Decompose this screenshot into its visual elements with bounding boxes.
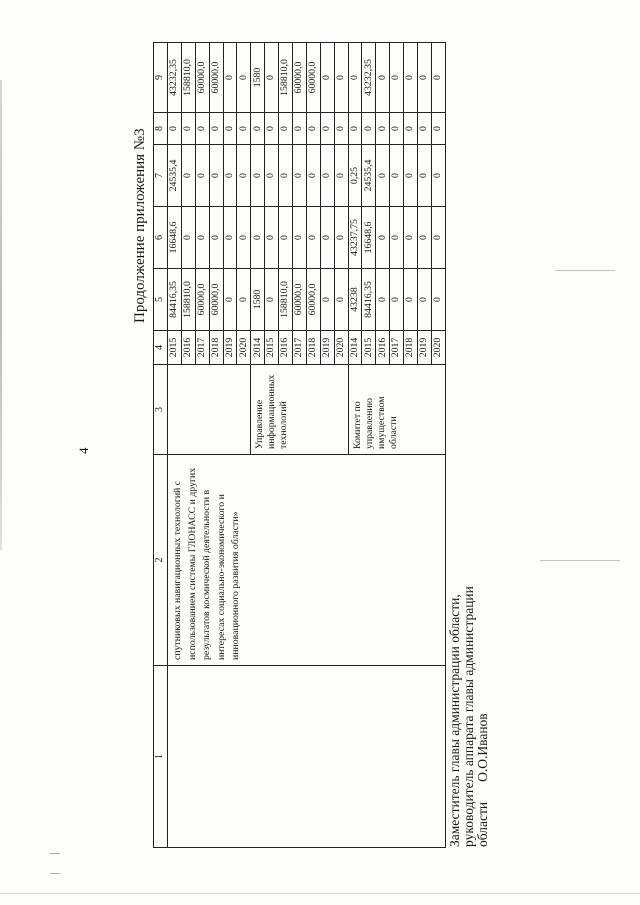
cell-extra: 60000,0 [209,43,223,113]
cell-federal: 0 [195,207,209,269]
cell-local: 0 [390,113,404,145]
cell-extra: 0 [334,43,348,113]
cell-extra: 0 [348,43,362,113]
cell-year: 2015 [168,331,182,365]
cell-regional: 0 [431,145,445,207]
cell-total: 84416,35 [362,269,376,331]
column-number: 1 [154,666,168,848]
cell-year: 2018 [306,331,320,365]
column-number: 7 [154,145,168,207]
cell-regional: 0 [293,145,307,207]
cell-year: 2020 [334,331,348,365]
cell-year: 2020 [431,331,445,365]
cell-local: 0 [306,113,320,145]
cell-regional: 0 [223,145,237,207]
cell-extra: 0 [418,43,432,113]
cell-extra: 0 [404,43,418,113]
cell-federal: 16648,6 [168,207,182,269]
cell-local: 0 [362,113,376,145]
cell-extra: 60000,0 [293,43,307,113]
cell-local: 0 [320,113,334,145]
scan-tick-mark [50,873,60,874]
signature-line: Заместитель главы администрации области, [447,594,462,847]
signature-block [448,586,490,847]
cell-total: 0 [334,269,348,331]
cell-total: 60000,0 [293,269,307,331]
cell-local: 0 [237,113,251,145]
cell-regional: 24535,4 [362,145,376,207]
cell-regional: 0 [306,145,320,207]
column-number: 4 [154,331,168,365]
cell-federal: 0 [279,207,293,269]
cell-federal: 0 [376,207,390,269]
cell-local: 0 [251,113,265,145]
cell-federal: 0 [306,207,320,269]
table-row [168,43,182,848]
cell-regional: 0 [404,145,418,207]
cell-year: 2015 [362,331,376,365]
cell-local: 0 [279,113,293,145]
cell-extra: 158810,0 [279,43,293,113]
cell-regional: 0 [237,145,251,207]
cell-extra: 43232,35 [362,43,376,113]
cell-regional: 0 [390,145,404,207]
cell-local: 0 [348,113,362,145]
cell-total: 158810,0 [181,269,195,331]
measure-description: спутниковых навигационных технологий с использованием системы ГЛОНАСС и других результатов космической деятельности в интересах социально-экономического и инновационного развития области» [168,455,446,666]
cell-year: 2014 [251,331,265,365]
cell-local: 0 [168,113,182,145]
cell-extra: 43232,35 [168,43,182,113]
cell-total: 0 [431,269,445,331]
cell-extra: 158810,0 [181,43,195,113]
cell-year: 2016 [279,331,293,365]
column-number: 2 [154,455,168,666]
cell-total: 158810,0 [279,269,293,331]
funding-table-body [154,43,446,848]
cell-local: 0 [431,113,445,145]
cell-regional: 0 [376,145,390,207]
cell-local: 0 [418,113,432,145]
executor-it-department: Управление информационных технологий [251,365,348,455]
cell-year: 2018 [209,331,223,365]
cell-total: 0 [404,269,418,331]
cell-regional: 0 [334,145,348,207]
column-number: 3 [154,365,168,455]
cell-regional: 24535,4 [168,145,182,207]
cell-extra: 60000,0 [195,43,209,113]
cell-total: 0 [223,269,237,331]
cell-federal: 0 [265,207,279,269]
cell-year: 2018 [404,331,418,365]
cell-federal: 0 [209,207,223,269]
cell-total: 60000,0 [209,269,223,331]
scan-artifact [0,893,640,894]
cell-total: 0 [265,269,279,331]
cell-year: 2017 [293,331,307,365]
column-number: 6 [154,207,168,269]
cell-total: 0 [390,269,404,331]
scan-tick-mark [50,853,60,854]
cell-regional: 0 [265,145,279,207]
cell-extra: 0 [431,43,445,113]
cell-extra: 0 [320,43,334,113]
cell-local: 0 [376,113,390,145]
cell-local: 0 [181,113,195,145]
cell-federal: 0 [418,207,432,269]
cell-total: 0 [376,269,390,331]
cell-federal: 0 [334,207,348,269]
signature-line: области [475,801,490,847]
cell-extra: 0 [376,43,390,113]
cell-extra: 0 [390,43,404,113]
cell-federal: 0 [237,207,251,269]
cell-local: 0 [223,113,237,145]
cell-year: 2019 [418,331,432,365]
cell-federal: 0 [181,207,195,269]
cell-executor-empty [168,365,251,455]
cell-regional: 0 [251,145,265,207]
cell-year: 2016 [376,331,390,365]
funding-table [153,42,446,848]
cell-local: 0 [404,113,418,145]
cell-federal: 43237,75 [348,207,362,269]
executor-property-committee: Комитет по управлению имуществом области [348,365,445,455]
cell-federal: 0 [251,207,265,269]
scan-artifact [555,270,615,271]
cell-federal: 0 [390,207,404,269]
cell-regional: 0 [195,145,209,207]
cell-year: 2014 [348,331,362,365]
cell-local: 0 [209,113,223,145]
cell-extra: 0 [265,43,279,113]
cell-regional: 0 [209,145,223,207]
page-number: 4 [76,447,91,454]
cell-year: 2020 [237,331,251,365]
cell-federal: 0 [320,207,334,269]
cell-federal: 0 [223,207,237,269]
appendix-heading: Продолжение приложения №3 [132,128,148,323]
cell-local: 0 [195,113,209,145]
cell-extra: 1580 [251,43,265,113]
cell-total: 1580 [251,269,265,331]
column-number: 5 [154,269,168,331]
cell-year: 2019 [320,331,334,365]
cell-total: 0 [418,269,432,331]
signatory-name: О.О.Иванов [475,713,490,782]
cell-federal: 0 [431,207,445,269]
cell-regional: 0 [279,145,293,207]
signature-line: руководитель аппарата главы администрации [461,586,476,847]
cell-local: 0 [293,113,307,145]
cell-extra: 0 [237,43,251,113]
cell-total: 0 [237,269,251,331]
cell-year: 2017 [390,331,404,365]
cell-total: 60000,0 [306,269,320,331]
column-number: 9 [154,43,168,113]
cell-federal: 16648,6 [362,207,376,269]
cell-year: 2016 [181,331,195,365]
cell-total: 84416,35 [168,269,182,331]
cell-total: 0 [320,269,334,331]
cell-extra: 60000,0 [306,43,320,113]
cell-total: 43238 [348,269,362,331]
cell-regional: 0,25 [348,145,362,207]
column-number: 8 [154,113,168,145]
table-header-row [154,43,168,848]
scan-artifact [540,560,620,561]
cell-total: 60000,0 [195,269,209,331]
cell-federal: 0 [293,207,307,269]
cell-year: 2019 [223,331,237,365]
cell-regional: 0 [418,145,432,207]
cell-empty [168,666,446,848]
cell-regional: 0 [320,145,334,207]
cell-regional: 0 [181,145,195,207]
cell-local: 0 [334,113,348,145]
cell-year: 2017 [195,331,209,365]
scan-margin-line [0,80,2,550]
cell-extra: 0 [223,43,237,113]
cell-year: 2015 [265,331,279,365]
cell-local: 0 [265,113,279,145]
cell-federal: 0 [404,207,418,269]
